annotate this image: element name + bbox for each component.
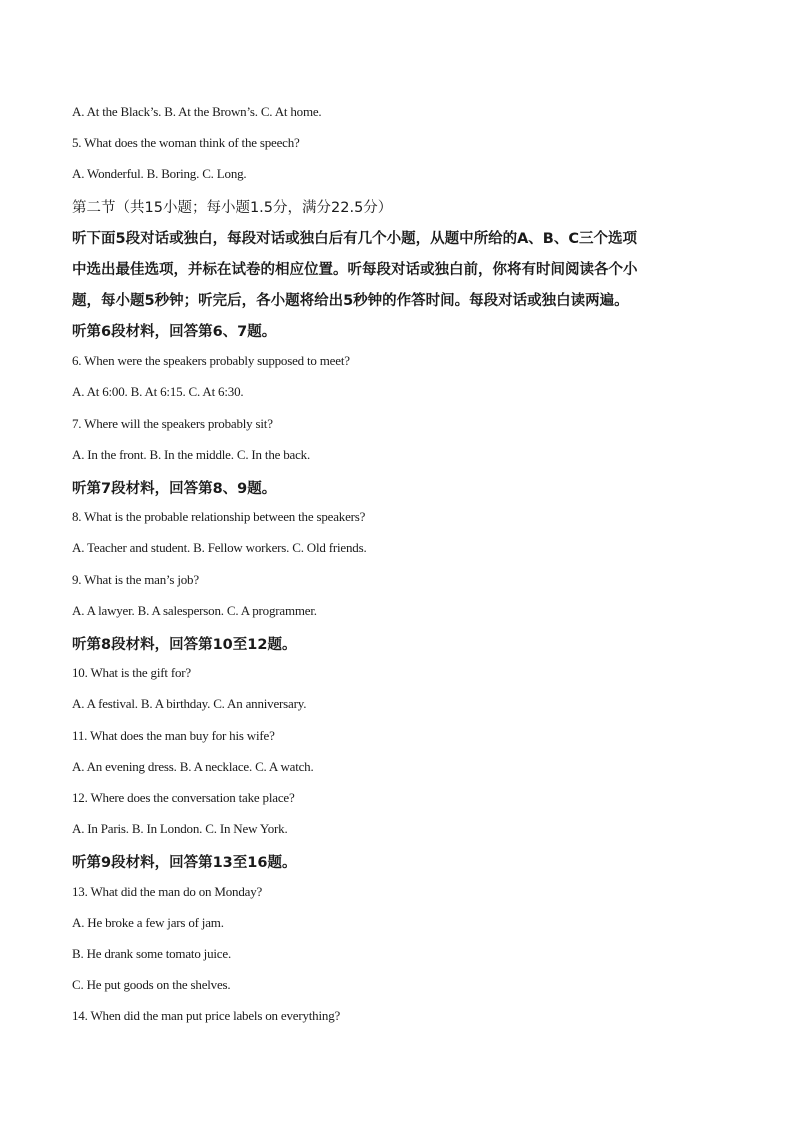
material-7-heading: 听第7段材料，回答第8、9题。 — [72, 481, 277, 497]
question-6: 6. When were the speakers probably supposed to meet? — [72, 353, 350, 368]
q6-options: A. At 6:00. B. At 6:15. C. At 6:30. — [72, 384, 244, 399]
q12-options: A. In Paris. B. In London. C. In New York. — [72, 821, 288, 836]
material-6-heading: 听第6段材料，回答第6、7题。 — [72, 324, 277, 340]
material-8-heading: 听第8段材料，回答第10至12题。 — [72, 637, 297, 653]
q13-option-a: A. He broke a few jars of jam. — [72, 915, 224, 930]
question-5: 5. What does the woman think of the speech? — [72, 135, 300, 150]
instructions-line-2: 中选出最佳选项，并标在试卷的相应位置。听每段对话或独白前，你将有时间阅读各个小 — [72, 262, 638, 278]
question-14: 14. When did the man put price labels on everything? — [72, 1008, 341, 1023]
instructions-line-3: 题，每小题5秒钟；听完后，各小题将给出5秒钟的作答时间。每段对话或独白读两遍。 — [72, 293, 629, 309]
question-12: 12. Where does the conversation take place? — [72, 790, 295, 805]
section-2-heading: 第二节（共15小题；每小题1.5分，满分22.5分） — [72, 200, 393, 216]
q5-options: A. Wonderful. B. Boring. C. Long. — [72, 166, 247, 181]
q7-options: A. In the front. B. In the middle. C. In the back. — [72, 447, 311, 462]
question-11: 11. What does the man buy for his wife? — [72, 728, 275, 743]
q9-options: A. A lawyer. B. A salesperson. C. A programmer. — [72, 603, 317, 618]
q10-options: A. A festival. B. A birthday. C. An anniversary. — [72, 696, 307, 711]
material-9-heading: 听第9段材料，回答第13至16题。 — [72, 855, 297, 871]
question-13: 13. What did the man do on Monday? — [72, 884, 263, 899]
q8-options: A. Teacher and student. B. Fellow workers. C. Old friends. — [72, 540, 367, 555]
instructions-line-1: 听下面5段对话或独白，每段对话或独白后有几个小题，从题中所给的A、B、C三个选项 — [72, 231, 638, 247]
question-9: 9. What is the man’s job? — [72, 572, 199, 587]
q13-option-c: C. He put goods on the shelves. — [72, 977, 231, 992]
question-8: 8. What is the probable relationship between the speakers? — [72, 509, 366, 524]
question-7: 7. Where will the speakers probably sit? — [72, 416, 273, 431]
q4-options: A. At the Black’s. B. At the Brown’s. C. At home. — [72, 104, 322, 119]
q13-option-b: B. He drank some tomato juice. — [72, 946, 231, 961]
question-10: 10. What is the gift for? — [72, 665, 191, 680]
q11-options: A. An evening dress. B. A necklace. C. A watch. — [72, 759, 314, 774]
